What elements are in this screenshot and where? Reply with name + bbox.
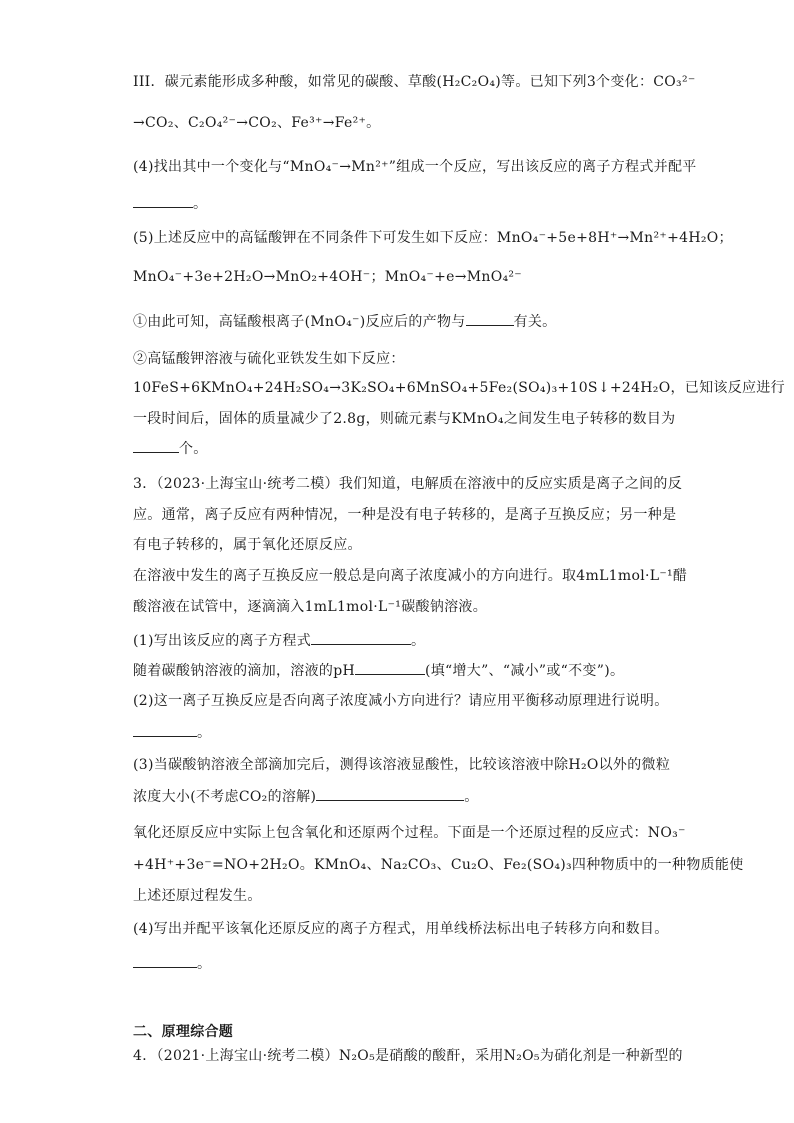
line-text: 。 (193, 196, 208, 212)
text-line: (3)当碳酸钠溶液全部滴加完后，测得该溶液显酸性，比较该溶液中除H₂O以外的微粒 (133, 757, 671, 773)
text-line: MnO₄⁻+3e+2H₂O→MnO₂+4OH⁻；MnO₄⁻+e→MnO₄²⁻ (133, 269, 522, 285)
answer-line (133, 438, 208, 459)
answer-blank (133, 193, 193, 208)
text-line: +4H⁺+3e⁻=NO+2H₂O。KMnO₄、Na₂CO₃、Cu₂O、Fe₂(SO₄)₃四种物质中的一种物质能使 (133, 857, 744, 873)
question-3-title: 3．（2023·上海宝山·统考二模）我们知道，电解质在溶液中的反应实质是离子之间的反 (133, 476, 683, 492)
answer-line (133, 786, 479, 807)
text-line: →CO₂、C₂O₄²⁻→CO₂、Fe³⁺→Fe²⁺。 (133, 115, 381, 131)
text-line: (4)写出并配平该氧化还原反应的离子方程式，用单线桥法标出电子转移方向和数目。 (133, 921, 669, 937)
text-line: 应。通常，离子反应有两种情况，一种是没有电子转移的，是离子互换反应；另一种是 (133, 507, 677, 523)
section-heading: 二、原理综合题 (133, 1024, 234, 1040)
answer-line (133, 953, 211, 974)
line-text: (填“增大”、“减小”或“不变”)。 (424, 663, 625, 679)
line-text: 随着碳酸钠溶液的滴加，溶液的pH (133, 663, 355, 679)
text-line: 氧化还原反应中实际上包含氧化和还原两个过程。下面是一个还原过程的反应式：NO₃⁻ (133, 825, 686, 841)
equation-line: 10FeS+6KMnO₄+24H₂SO₄→3K₂SO₄+6MnSO₄+5Fe₂(SO₄)₃+10S↓+24H₂O，已知该反应进行 (133, 380, 785, 396)
answer-blank (311, 630, 411, 645)
text-line: (2)这一离子互换反应是否向离子浓度减小方向进行？请应用平衡移动原理进行说明。 (133, 693, 669, 709)
text-line: 酸溶液在试管中，逐滴滴入1mL1mol·L⁻¹碳酸钠溶液。 (133, 599, 488, 615)
answer-line (133, 722, 211, 743)
answer-blank (316, 786, 464, 801)
answer-blank (466, 311, 514, 326)
answer-line (133, 630, 425, 651)
text-line: 一段时间后，固体的质量减少了2.8g，则硫元素与KMnO₄之间发生电子转移的数目为 (133, 411, 676, 427)
text-line: ②高锰酸钾溶液与硫化亚铁发生如下反应： (133, 351, 405, 367)
answer-blank (133, 438, 179, 453)
text-line: III．碳元素能形成多种酸，如常见的碳酸、草酸(H₂C₂O₄)等。已知下列3个变化：CO₃²⁻ (133, 74, 696, 90)
answer-blank (133, 953, 197, 968)
answer-line (133, 311, 556, 332)
line-text: 。 (464, 789, 479, 805)
question-4-title: 4．（2021·上海宝山·统考二模）N₂O₅是硝酸的酸酐，采用N₂O₅为硝化剂是一种新型的 (133, 1048, 683, 1064)
answer-blank (355, 660, 425, 675)
line-text: 。 (411, 633, 426, 649)
question-4-prompt: (4)找出其中一个变化与“MnO₄⁻→Mn²⁺”组成一个反应，写出该反应的离子方程式并配平 (133, 159, 697, 175)
line-text: ①由此可知，高锰酸根离子(MnO₄⁻)反应后的产物与 (133, 314, 466, 330)
line-text: 。 (197, 725, 212, 741)
answer-line (133, 193, 207, 214)
line-text: 个。 (179, 441, 208, 457)
answer-line (133, 660, 624, 681)
answer-blank (133, 722, 197, 737)
line-text: 。 (197, 956, 212, 972)
line-text: 浓度大小(不考虑CO₂的溶解) (133, 789, 317, 805)
question-5-prompt: (5)上述反应中的高锰酸钾在不同条件下可发生如下反应：MnO₄⁻+5e+8H⁺→Mn²⁺+4H₂O； (133, 230, 733, 246)
text-line: 上述还原过程发生。 (133, 888, 262, 904)
text-line: 在溶液中发生的离子互换反应一般总是向离子浓度减小的方向进行。取4mL1mol·L⁻¹醋 (133, 568, 688, 584)
text-line: 有电子转移的，属于氧化还原反应。 (133, 537, 362, 553)
line-text: (1)写出该反应的离子方程式 (133, 633, 312, 649)
line-text: 有关。 (513, 314, 557, 330)
